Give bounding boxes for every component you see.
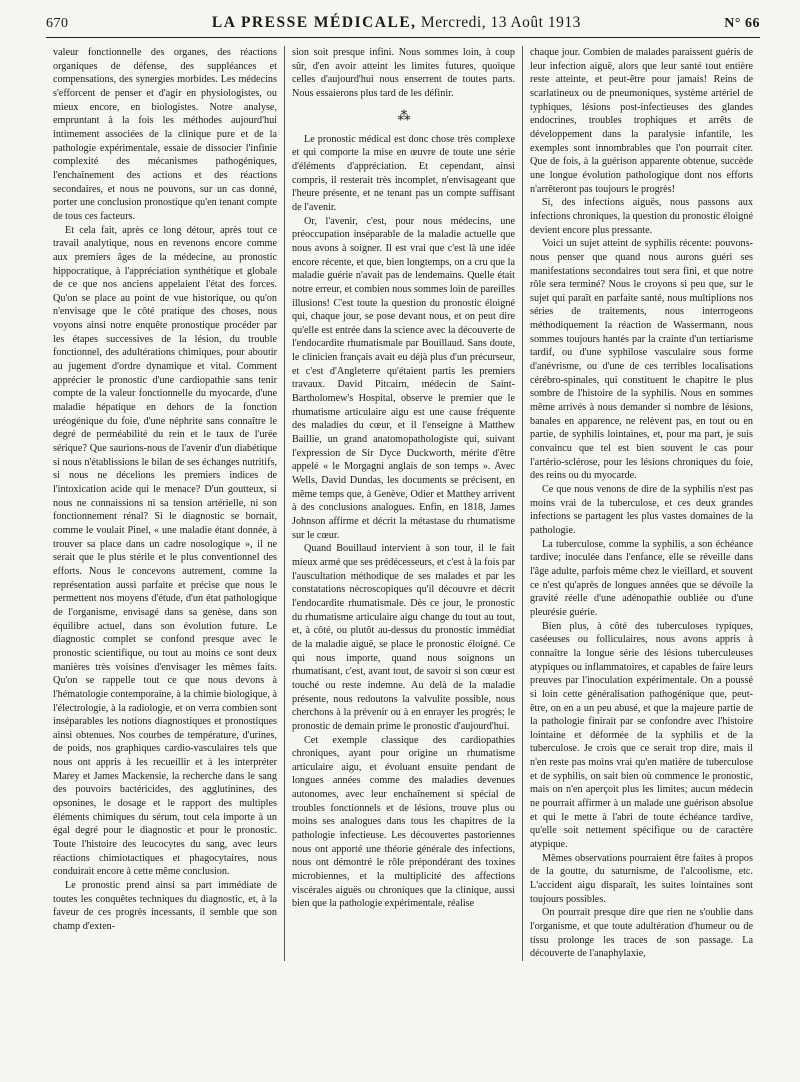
paragraph: Le pronostic prend ainsi sa part immédiate de toutes les conquêtes techniques du diagnostic, et, à la faveur de ces progrès incessants, il semble que son champ d'exten- — [53, 880, 277, 932]
paragraph: Or, l'avenir, c'est, pour nous médecins, une préoccupation inséparable de la maladie actuelle que nous avons à soigner. Il est vrai que c'est là une idée encore récente, et que, bien longtemps, on a cru que la maladie guérie n'avait pas de lendemains. Quelle était notre erreur, et combien nous sommes loin de pareilles illusions! C'est toute la question du pronostic éloigné qui, chaque jour, se pose devant nous, et on peut dire qu'elle est entrée dans la science avec la découverte de l'endocardite rhumatismale par Bouillaud. Sans doute, le clinicien français avait eu déjà plus d'un précurseur, et c'est d'Angleterre qu'étaient partis les premiers travaux. David Pitcairn, médecin de Saint-Bartholomew's Hospital, observe le premier que le rhumatisme articulaire aigu est une cause fréquente des maladies du cœur, et il l'enseigne à Matthew Baillie, un grand anatomopathologiste qui, suivant l'expression de Sir Dyce Duckworth, mérite d'être appelé « le Morgagni anglais de son temps ». Avec Wells, David Dundas, les documents se précisent, en même temps que, à Genève, Odier et Matthey arrivent à des conclusions analogues. Enfin, en 1818, James Johnson affirme et décrit la métastase du rhumatisme sur le cœur. — [292, 215, 515, 541]
masthead — [69, 14, 725, 32]
page-number: 670 — [46, 16, 69, 31]
publication-title: LA PRESSE MÉDICALE, — [211, 14, 417, 31]
paragraph: valeur fonctionnelle des organes, des réactions organiques de défense, des suppléances et compensations, des synergies morbides. Les médecins s'efforcent de penser et d'agir en physiologistes, ou mieux encore, en biologistes. Notre analyse, empruntant à la fois les méthodes aujourd'hui intimement associées de la clinique pure et de la pathologie expérimentale, essaie de dissocier l'infinie complexité des mécanismes pathogéniques, l'enchaînement des actions et des réactions secondaires, et nous ne pouvons, sur un cas donné, porter une conclusion pronostique qu'en tenant compte de tous ces facteurs. — [53, 47, 277, 222]
paragraph: Ce que nous venons de dire de la syphilis n'est pas moins vrai de la tuberculose, et ces deux grandes infections se partagent les plus vastes domaines de la pathologie. — [530, 484, 753, 536]
paragraph: Quand Bouillaud intervient à son tour, il le fait mieux armé que ses prédécesseurs, et c'est à la fois par l'auscultation méthodique de ses malades et par les constatations nécroscopiques qu'il découvre et décrit l'endocardite rhumatismale. Dès ce jour, le pronostic du rhumatisme articulaire aigu change du tout au tout, et, à côté, ou plutôt au-dessus du pronostic immédiat de la maladie aiguë, se place le pronostic éloigné. Ce qui nous importe, quand nous soignons un rhumatisant, c'est, avant tout, de savoir si son cœur est touché ou reste indemne. Au delà de la maladie présente, nous redoutons la valvulite possible, nous cherchons à la prévenir ou à en enrayer les progrès; le pronostic de demain prime le pronostic d'aujourd'hui. — [292, 543, 515, 732]
paragraph: Et cela fait, après ce long détour, après tout ce travail analytique, nous en revenons encore comme aux premiers âges de la médecine, au pronostic hippocratique, à l'appréciation synthétique et globale de ce que nos anciens appelaient l'état des forces. Qu'on se place au point de vue historique, ou qu'on n'envisage que le côté pratique des choses, nous voyons ainsi notre enquête pronostique procéder par les étapes successives de la lésion, du trouble fonctionnel, des adultérations chimiques, pour aboutir au jugement d'ordre dynamique et vital. Comment apprécier le pronostic d'une cardiopathie sans tenir compte de la valeur fonctionnelle du myocarde, d'une maladie hépatique en dehors de la fonction uréogénique du foie, d'une néphrite sans connaître le degré de perméabilité du rein et le taux de l'urée sérique? Que saurions-nous de l'avenir d'un diabétique si nous n'établissions le bilan de ses échanges nutritifs, si nous ne décelions les premiers indices de l'intoxication acide qui le menace? D'un goutteux, si nous ne connaissions ni sa tension artérielle, ni son fonctionnement rénal? Si le diagnostic se bornait, comme le voulait Pinel, « une maladie étant donnée, à trouver sa place dans un cadre nosologique », il ne serait que le plus stérile et le plus conventionnel des efforts. Nous le concevons autrement, comme la représentation aussi parfaite et précise que nous le permettent nos moyens d'étude, d'un état pathologique de l'organisme, envisagé dans sa genèse, dans son équilibre actuel, dans son évolution future. Le diagnostic complet se confond presque avec le pronostic scientifique, ou tout au moins ce sont deux manières très voisines d'envisager les mêmes faits. Qu'on se rappelle tout ce que nous devons à l'hématologie contemporaine, à la chimie biologique, à l'électrologie, à la radiologie, et on verra combien sont inséparables les notions diagnostiques et pronostiques ainsi obtenues. Nos courbes de température, d'urines, de poids, nos graphiques cardio-vasculaires tels que nous ont appris à les recueillir et à les interpréter Marey et James Mackensie, la recherche dans le sang des pouvoirs bactéricides, des agglutinines, des opsonines, le dosage et le rapport des multiples éléments chimiques du sérum, tout cela importe à un égal degré pour le diagnostic et pour le pronostic. Toute l'histoire des leucocytes du sang, avec leurs réactions chimiotactiques et phagocytaires, nous conduirait encore à cette même conclusion. — [53, 224, 277, 878]
paragraph: Mêmes observations pourraient être faites à propos de la goutte, du saturnisme, de l'alcoolisme, etc. L'accident aigu disparaît, les suites lointaines sont toujours possibles. — [530, 852, 753, 905]
paragraph: sion soit presque infini. Nous sommes loin, à coup sûr, d'en avoir atteint les limites futures, quoique celles d'aujourd'hui nous enserrent de toutes parts. Nous essaierons plus tard de les définir. — [292, 47, 515, 99]
paragraph: Bien plus, à côté des tuberculoses typiques, caséeuses ou folliculaires, nous avons appris à connaître la longue série des lésions tuberculeuses atypiques ou inflammatoires, et capables de faire leurs preuves par l'inoculation expérimentale. On a poussé si loin cette généralisation pathogénique que, peut-être, on en a un peu abusé, et que la majeure partie de la pathologie finirait par se confondre avec l'histoire lointaine et déformée de la syphilis et de la tuberculose. Je crois que ce serait trop dire, mais il n'en reste pas moins vrai qu'en matière de tuberculose et de syphilis, on sait bien où commence le pronostic, mais on n'en aperçoit plus les limites; aucun médecin ne pourrait affirmer à un malade une guérison absolue et qui le mette à l'abri de toute échéance tardive, qu'elle soit nettement spécifique ou de caractère atypique. — [530, 620, 753, 851]
issue-number: N° 66 — [724, 16, 760, 31]
paragraph: Le pronostic médical est donc chose très complexe et qui comporte la mise en œuvre de toute une série d'éléments d'appréciation. Et cependant, ainsi compris, il resterait très incomplet, n'envisageant que l'heure présente, et ne tenant pas un compte suffisant de l'avenir. — [292, 133, 515, 213]
section-asterism: ⁂ — [397, 107, 410, 123]
page-header — [46, 14, 760, 38]
paragraph: Si, des infections aiguës, nous passons aux infections chroniques, la question du pronostic éloigné devient encore plus pressante. — [530, 197, 753, 236]
paragraph: Voici un sujet atteint de syphilis récente: pouvons-nous penser que quand nous aurons guéri ses manifestations secondaires tout sera fini, et que notre rôle sera terminé? Nous le croyons si peu que, sur le sujet qui paraît en parfaite santé, nous multiplions nos séries de traitements, nous interrogeons méthodiquement la réaction de Wassermann, nous sommes toujours hantés par la crainte d'un tertiarisme tardif, ou d'une syphilose vasculaire sous forme d'anévrisme, ou d'une de ces terribles localisations cérébro-spinales, qui constituent le chapitre le plus sombre de l'histoire de la syphilis. Nous en sommes même arrivés à nous demander si nombre de lésions, banales en apparence, ne relèvent pas, en tout ou en partie, de syphilis lointaines, et, pour ma part, je suis convaincu que tel est bien souvent le cas pour l'artério-sclérose, pour les lésions chroniques du foie, des reins ou du myocarde. — [530, 238, 753, 482]
column-2 — [284, 46, 522, 961]
paragraph: chaque jour. Combien de malades paraissent guéris de leur infection aiguë, alors que leur santé tout entière reste atteinte, et peut-être pour jamais! Reins de scarlatineux ou de pneumoniques, système artériel de typhiques, lésions post-infectieuses des glandes endocrines, troubles trophiques et arrêts de développement dans la paralysie infantile, les exemples sont innombrables que l'on pourrait citer. Que de fois, à la guérison apparente obtenue, succède une longue évolution pathologique dont nos efforts n'arrêteront pas toujours le progrès! — [530, 47, 753, 195]
paragraph: On pourrait presque dire que rien ne s'oublie dans l'organisme, et que toute adultération d'humeur ou de tissu prolonge les traces de son passage. La découverte de l'anaphylaxie, — [530, 907, 753, 960]
paragraph: La tuberculose, comme la syphilis, a son échéance tardive; inoculée dans l'enfance, elle se réveille dans l'âge adulte, parfois même chez le vieillard, et souvent ce n'est qu'après de longues années que se dévoile la gravité réelle d'une adénopathie oubliée ou d'une pleurésie guérie. — [530, 538, 753, 618]
column-3 — [522, 46, 760, 961]
column-1 — [46, 46, 284, 961]
issue-date: Mercredi, 13 Août 1913 — [420, 14, 581, 31]
article-columns — [46, 46, 760, 961]
paragraph: Cet exemple classique des cardiopathies chroniques, ayant pour origine un rhumatisme articulaire aigu, et évoluant ensuite pendant de longues années comme des maladies devenues autonomes, avec leur enchaînement si spécial de troubles fonctionnels et de lésions, trouve plus ou moins ses analogues dans tous les chapitres de la pathologie infectieuse. Les découvertes pastoriennes nous ont apporté une théorie générale des infections, nous ont démontré le rôle prépondérant des toxines microbiennes, et la multiplicité des affections viscérales aiguës ou chroniques que la clinique, aussi bien que la pathologie expérimentale, réalise — [292, 734, 515, 910]
